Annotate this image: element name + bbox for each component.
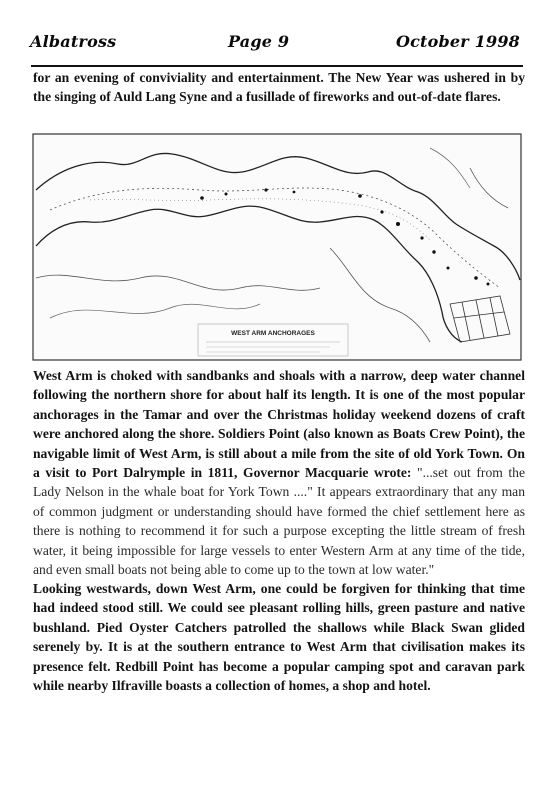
west-arm-bold-text: West Arm is choked with sandbanks and shoals with a narrow, deep water channel following the northern shore for about half its length. It is one of the most popular anchorages in the Tamar and over the Christmas holiday weekend dozens of craft were anchored along the shore. Soldiers Point (also known as Boats Crew Point), the navigable limit of West Arm, is still about a mile from the site of old York Town. On a visit to Port Dalrymple in 1811, Governor Macquarie wrote: xyxy=(33,368,525,481)
west-arm-map xyxy=(30,128,524,364)
header-rule xyxy=(31,65,523,67)
issue-date: October 1998 xyxy=(395,32,520,51)
page-number: Page 9 xyxy=(228,32,290,51)
map-title: WEST ARM ANCHORAGES xyxy=(231,330,315,337)
macquarie-quote: "...set out from the Lady Nelson in the whale boat for York Town ...." It appears extraordinary that any man of common judgment or understanding should have formed the chief settlement here as there is nothing to recommend it for such a purpose excepting the little stream of fresh water, it being impossible for large vessels to enter Western Arm at any time of the tide, and even small boats not being able to come up to the town at low water." xyxy=(33,465,525,578)
westwards-paragraph: Looking westwards, down West Arm, one could be forgiven for thinking that time had indeed stood still. We could see pleasant rolling hills, green pasture and native bushland. Pied Oyster Catchers patrolled the shallows while Black Swan glided serenely by. It is at the southern entrance to West Arm that civilisation makes its presence felt. Redbill Point has become a popular camping spot and caravan park while nearby Ilfraville boasts a collection of homes, a shop and hotel. xyxy=(33,581,525,694)
page-header xyxy=(30,32,520,54)
newsletter-title: Albatross xyxy=(30,32,117,51)
west-arm-paragraph xyxy=(33,366,525,579)
intro-paragraph: for an evening of conviviality and entertainment. The New Year was ushered in by the singing of Auld Lang Syne and a fusillade of fireworks and out-of-date flares. xyxy=(33,70,525,105)
